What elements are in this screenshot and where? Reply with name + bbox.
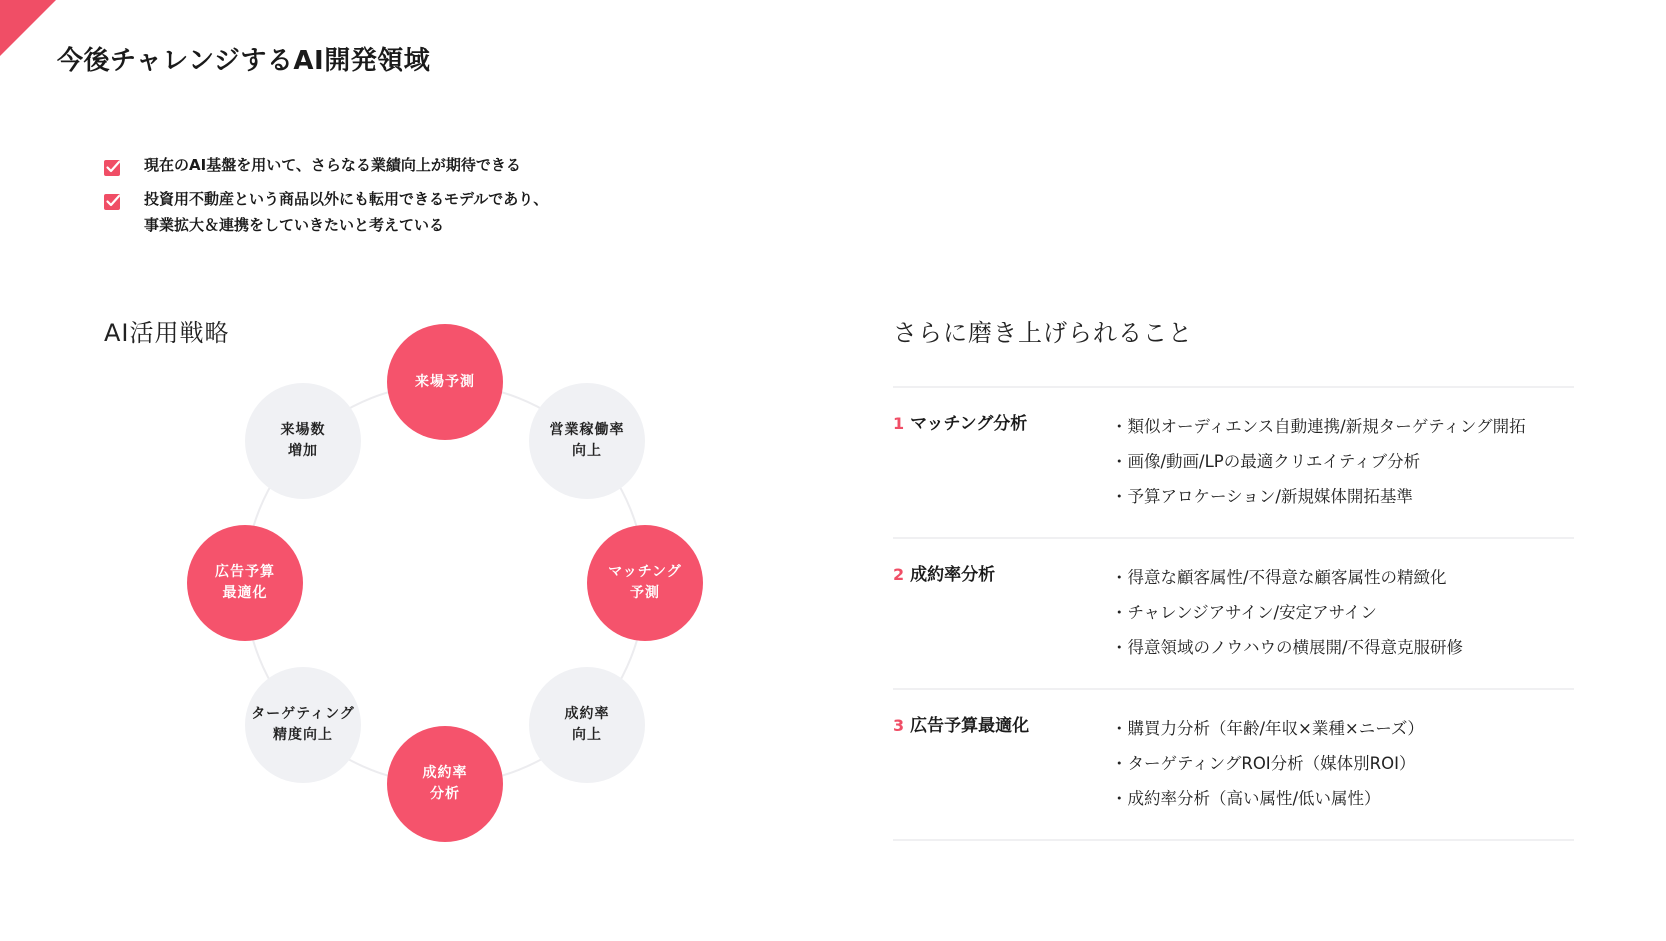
divider [893,537,1574,539]
checkbox-checked-icon [104,159,121,176]
checkbox-checked-icon [104,193,121,210]
bullet-list [104,152,548,246]
bullet-text: 事業拡大＆連携をしていきたいと考えている [144,216,445,234]
item-title [893,711,1029,736]
item-title-text: マッチング分析 [910,414,1028,434]
cycle-node-ad-budget: 広告予算 最適化 [187,525,303,641]
improvement-item [893,409,1593,539]
right-section-heading: さらに磨き上げられること [893,319,1193,347]
list-item: ・ 得意な顧客属性/不得意な顧客属性の精緻化 [1111,560,1463,595]
item-number: 3 [893,716,905,735]
cycle-node-arrival-forecast: 来場予測 [387,324,503,440]
list-item: ・ チャレンジアサイン/安定アサイン [1111,595,1463,630]
divider [893,386,1574,388]
list-item: ・ 予算アロケーション/新規媒体開拓基準 [1111,479,1526,514]
item-title-text: 成約率分析 [910,565,996,585]
bullet-text: 現在のAI基盤を用いて、さらなる業績向上が期待できる [144,156,521,174]
cycle-node-conversion-analysis: 成約率 分析 [387,726,503,842]
bullet-item [104,186,548,238]
list-item: ・ 購買力分析（年齢/年収×業種×ニーズ） [1111,711,1424,746]
list-item: ・ 得意領域のノウハウの横展開/不得意克服研修 [1111,630,1463,665]
item-number: 2 [893,565,905,584]
list-item: ・ 画像/動画/LPの最適クリエイティブ分析 [1111,444,1526,479]
corner-accent-triangle [0,0,56,56]
item-points [1111,409,1526,514]
list-item: ・ 類似オーディエンス自動連携/新規ターゲティング開拓 [1111,409,1526,444]
improvement-item [893,711,1593,841]
item-points [1111,560,1463,665]
list-item: ・ ターゲティングROI分析（媒体別ROI） [1111,746,1424,781]
item-title [893,560,995,585]
page-title: 今後チャレンジするAI開発領域 [57,46,431,76]
cycle-node-conversion-improvement: 成約率 向上 [529,667,645,783]
list-item: ・ 成約率分析（高い属性/低い属性） [1111,781,1424,816]
cycle-node-sales-utilization: 営業稼働率 向上 [529,383,645,499]
cycle-node-targeting-accuracy: ターゲティング 精度向上 [245,667,361,783]
bullet-text: 投資用不動産という商品以外にも転用できるモデルであり、 [144,190,549,208]
left-section-heading: AI活用戦略 [104,319,230,347]
cycle-node-matching-forecast: マッチング 予測 [587,525,703,641]
item-number: 1 [893,414,905,433]
divider [893,688,1574,690]
improvement-item [893,560,1593,690]
item-title [893,409,1027,434]
cycle-node-visitor-increase: 来場数 増加 [245,383,361,499]
divider [893,839,1574,841]
item-title-text: 広告予算最適化 [910,716,1030,736]
item-points [1111,711,1424,816]
bullet-item [104,152,548,178]
